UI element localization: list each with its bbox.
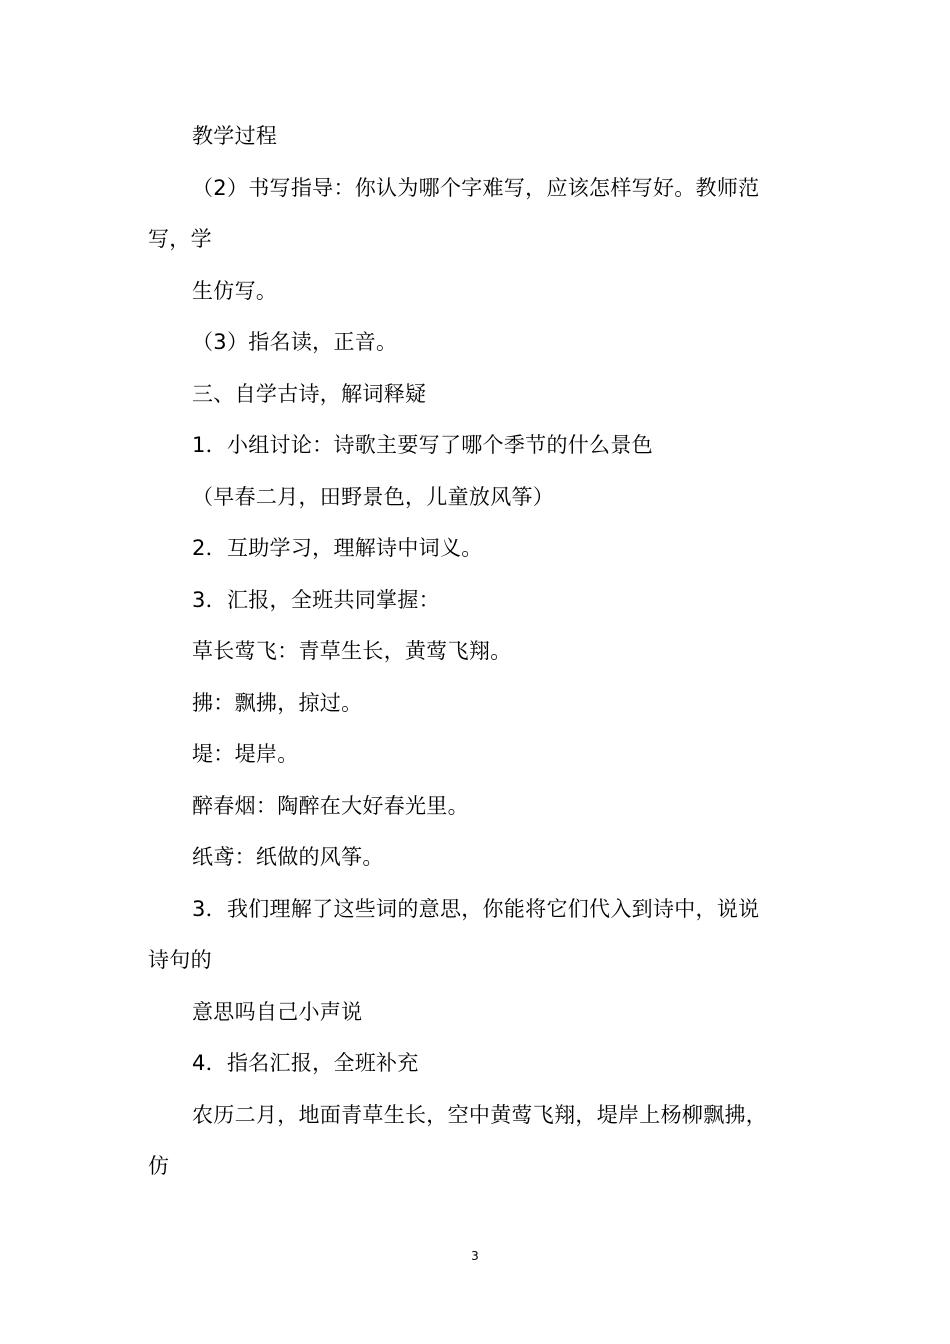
paragraph-line: 生仿写。 <box>192 279 278 303</box>
section-heading: 三、自学古诗，解词释疑 <box>192 382 427 406</box>
definition-line: 醉春烟：陶醉在大好春光里。 <box>192 794 469 818</box>
paragraph-line: 1．小组讨论：诗歌主要写了哪个季节的什么景色 <box>192 433 653 457</box>
definition-line: 拂：飘拂，掠过。 <box>192 691 363 715</box>
paragraph-line: 意思吗自己小声说 <box>192 1000 363 1024</box>
paragraph-line: 写，学 <box>148 227 212 251</box>
definition-line: 纸鸢：纸做的风筝。 <box>192 845 384 869</box>
paragraph-line: 3．汇报，全班共同掌握： <box>192 588 440 612</box>
section-heading: 教学过程 <box>192 124 278 148</box>
paragraph-line: 仿 <box>148 1154 170 1178</box>
definition-line: 堤：堤岸。 <box>192 742 299 766</box>
paragraph-line: （3）指名读，正音。 <box>192 330 398 354</box>
paragraph-line: （早春二月，田野景色，儿童放风筝） <box>192 485 555 509</box>
definition-line: 草长莺飞：青草生长，黄莺飞翔。 <box>192 639 512 663</box>
paragraph-line: （2）书写指导：你认为哪个字难写，应该怎样写好。教师范 <box>192 176 760 200</box>
paragraph-line: 诗句的 <box>148 948 212 972</box>
paragraph-line: 4．指名汇报，全班补充 <box>192 1051 419 1075</box>
paragraph-line: 2．互助学习，理解诗中词义。 <box>192 536 483 560</box>
page-number: 3 <box>471 1249 479 1263</box>
paragraph-line: 3．我们理解了这些词的意思，你能将它们代入到诗中，说说 <box>192 897 760 921</box>
paragraph-line: 农历二月，地面青草生长，空中黄莺飞翔，堤岸上杨柳飘拂， <box>192 1103 768 1127</box>
